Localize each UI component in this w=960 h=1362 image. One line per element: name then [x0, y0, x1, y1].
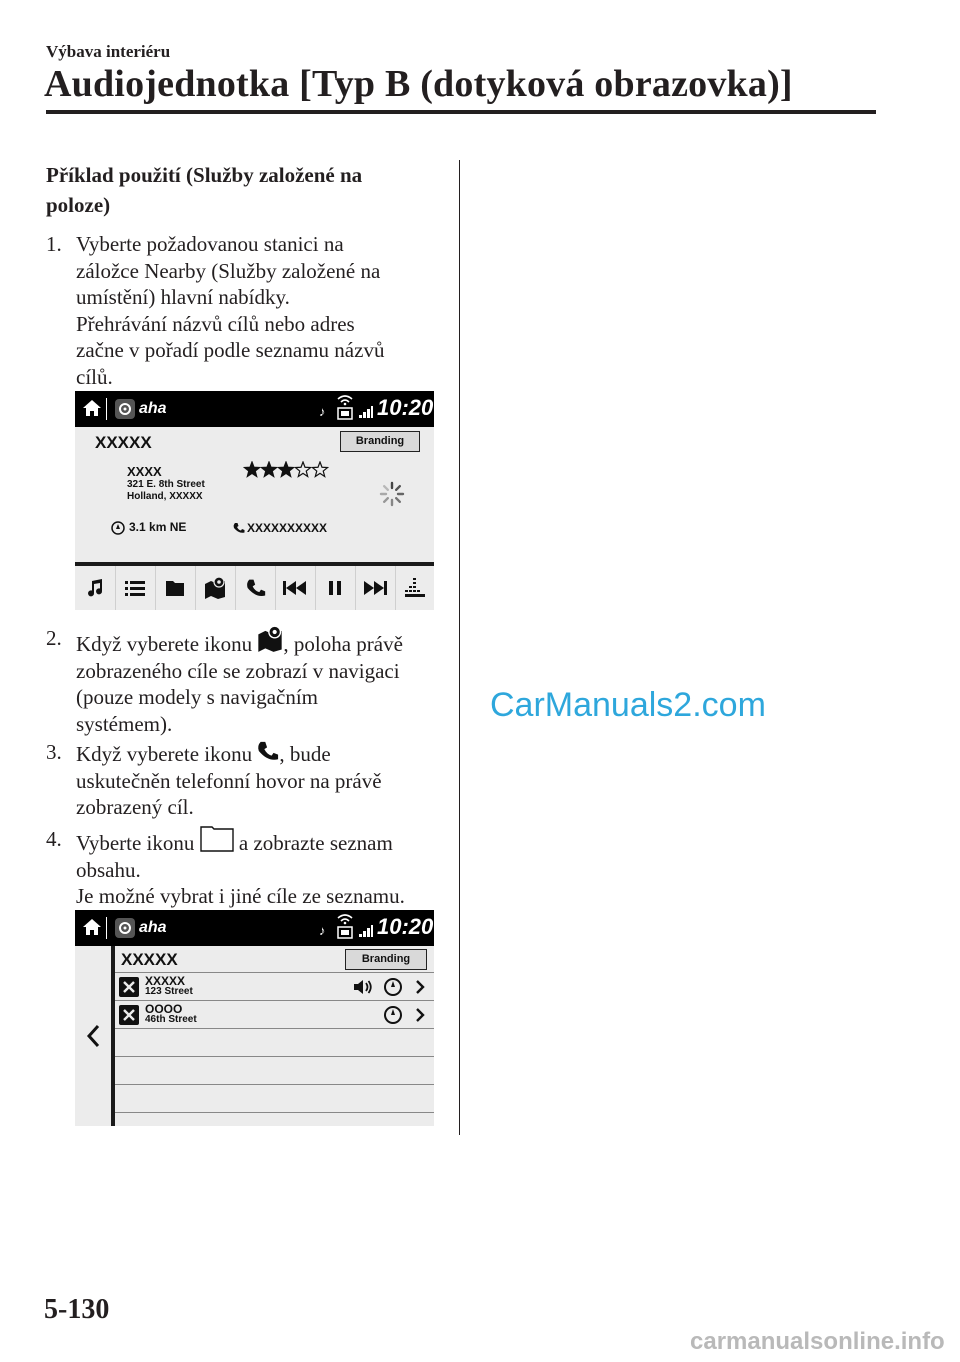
distance-readout: 3.1 km NE [129, 520, 187, 534]
phone-icon [257, 739, 279, 763]
rating-stars-icon [243, 461, 329, 479]
speaker-playing-icon [353, 978, 373, 996]
screen-nearby-detail [75, 391, 434, 610]
step-4-post: a zobrazte seznam [233, 831, 393, 855]
status-bar [75, 910, 434, 946]
music-button[interactable] [75, 566, 116, 610]
step-2-post: , poloha právě [283, 632, 403, 656]
list-button[interactable] [115, 566, 156, 610]
site-watermark: carmanualsonline.info [690, 1328, 945, 1355]
home-icon[interactable] [81, 397, 103, 419]
wifi-icon [335, 912, 355, 942]
step-2-line: systémem). [76, 711, 173, 736]
star-empty-icon [295, 462, 310, 476]
poi-category-icon [119, 1005, 139, 1025]
list-pane [115, 946, 434, 1126]
screen-destination-list [75, 910, 434, 1126]
station-name: XXXXX [121, 950, 178, 969]
music-note-icon: ♪ [319, 404, 326, 419]
step-2-line: zobrazeného cíle se zobrazí v navigaci [76, 658, 400, 683]
app-name: aha [139, 400, 167, 417]
list-item-name: XXXXX [145, 974, 186, 988]
clock-time: 10:20 [377, 914, 434, 939]
destination-name: XXXX [127, 464, 162, 479]
list-item[interactable] [115, 973, 434, 1001]
poi-category-icon [119, 977, 139, 997]
pause-icon [328, 580, 342, 596]
star-empty-icon [312, 462, 327, 476]
list-item-empty[interactable] [115, 1029, 434, 1057]
step-1-line: záložce Nearby (Služby založené na [76, 258, 381, 283]
status-bar [75, 391, 434, 427]
step-3-post: , bude [279, 742, 331, 766]
next-button[interactable] [355, 566, 396, 610]
compass-icon [111, 521, 125, 535]
pause-button[interactable] [315, 566, 356, 610]
step-4-line: obsahu. [76, 857, 141, 882]
step-3-line: zobrazený cíl. [76, 795, 194, 819]
step-1-line: Vyberte požadovanou stanici na [76, 232, 344, 256]
call-button[interactable] [235, 566, 276, 610]
step-3-pre: Když vyberete ikonu [76, 742, 253, 766]
step-3-number: 3. [46, 740, 62, 764]
list-item[interactable] [115, 1001, 434, 1029]
music-icon [85, 578, 105, 598]
music-note-icon: ♪ [319, 923, 326, 938]
aha-app-icon [115, 918, 135, 938]
chevron-right-icon [415, 979, 425, 995]
list-item-name: OOOO [145, 1002, 183, 1016]
step-2-text [76, 625, 403, 737]
column-divider [459, 160, 460, 1135]
section-label: Výbava interiéru [46, 42, 171, 61]
list-item-street: 46th Street [145, 1014, 197, 1025]
star-filled-icon [278, 462, 293, 476]
branding-badge: Branding [345, 949, 427, 970]
map-pin-icon [204, 576, 226, 600]
compass-icon [383, 977, 403, 997]
step-1-text [76, 231, 384, 390]
equalizer-button[interactable] [395, 566, 434, 610]
chevron-left-icon [86, 1024, 100, 1048]
step-4-number: 4. [46, 827, 62, 851]
address-line-2: Holland, XXXXX [127, 491, 203, 502]
previous-button[interactable] [275, 566, 316, 610]
page-number: 5-130 [44, 1294, 110, 1325]
list-item-empty[interactable] [115, 1057, 434, 1085]
step-1-line: cílů. [76, 364, 113, 389]
list-item-street: 123 Street [145, 986, 193, 997]
home-icon[interactable] [81, 916, 103, 938]
status-separator [106, 917, 107, 939]
chevron-right-icon [415, 1007, 425, 1023]
signal-icon [359, 405, 373, 419]
folder-icon [165, 578, 185, 598]
folder-outline-icon [200, 826, 234, 852]
step-4-pre: Vyberte ikonu [76, 831, 195, 855]
app-name: aha [139, 919, 167, 936]
equalizer-icon [404, 576, 426, 600]
title-rule [46, 110, 876, 114]
page-title: Audiojednotka [Typ B (dotyková obrazovka)] [44, 63, 793, 105]
step-2-pre: Když vyberete ikonu [76, 632, 253, 656]
step-3-line: uskutečněn telefonní hovor na právě [76, 768, 382, 793]
branding-badge: Branding [340, 431, 420, 452]
folder-button[interactable] [155, 566, 196, 610]
back-button[interactable] [75, 946, 113, 1126]
step-1-line: začne v pořadí podle seznamu názvů [76, 338, 385, 362]
station-name: XXXXX [95, 433, 152, 452]
navigation-button[interactable] [195, 566, 236, 610]
example-heading-line2: poloze) [46, 193, 111, 217]
detail-pane [75, 427, 434, 562]
loading-spinner-icon [379, 481, 405, 507]
watermark-text: CarManuals2.com [490, 686, 766, 724]
step-2-line: (pouze modely s navigačním [76, 685, 319, 709]
phone-icon [246, 578, 266, 598]
skip-forward-icon [363, 580, 387, 596]
step-4-line: Je možné vybrat i jiné cíle ze seznamu. [76, 884, 405, 908]
step-1-line: umístění) hlavní nabídky. [76, 285, 290, 309]
star-filled-icon [244, 462, 259, 476]
address-line-1: 321 E. 8th Street [127, 479, 205, 490]
clock-time: 10:20 [377, 395, 434, 420]
example-heading-line1: Příklad použití (Služby založené na [46, 163, 363, 187]
step-4-text [76, 826, 405, 910]
map-pin-icon [257, 625, 283, 653]
status-separator [106, 398, 107, 420]
phone-small-icon [233, 522, 245, 534]
bottom-toolbar [75, 566, 434, 610]
step-1-number: 1. [46, 232, 62, 256]
compass-icon [383, 1005, 403, 1025]
step-2-number: 2. [46, 626, 62, 650]
signal-icon [359, 924, 373, 938]
step-1-line: Přehrávání názvů cílů nebo adres [76, 311, 355, 336]
skip-back-icon [283, 580, 307, 596]
step-3-text [76, 739, 382, 821]
phone-number: XXXXXXXXXX [247, 521, 328, 535]
aha-app-icon [115, 399, 135, 419]
star-filled-icon [261, 462, 276, 476]
wifi-icon [335, 393, 355, 423]
list-icon [125, 579, 145, 597]
list-item-empty[interactable] [115, 1085, 434, 1113]
